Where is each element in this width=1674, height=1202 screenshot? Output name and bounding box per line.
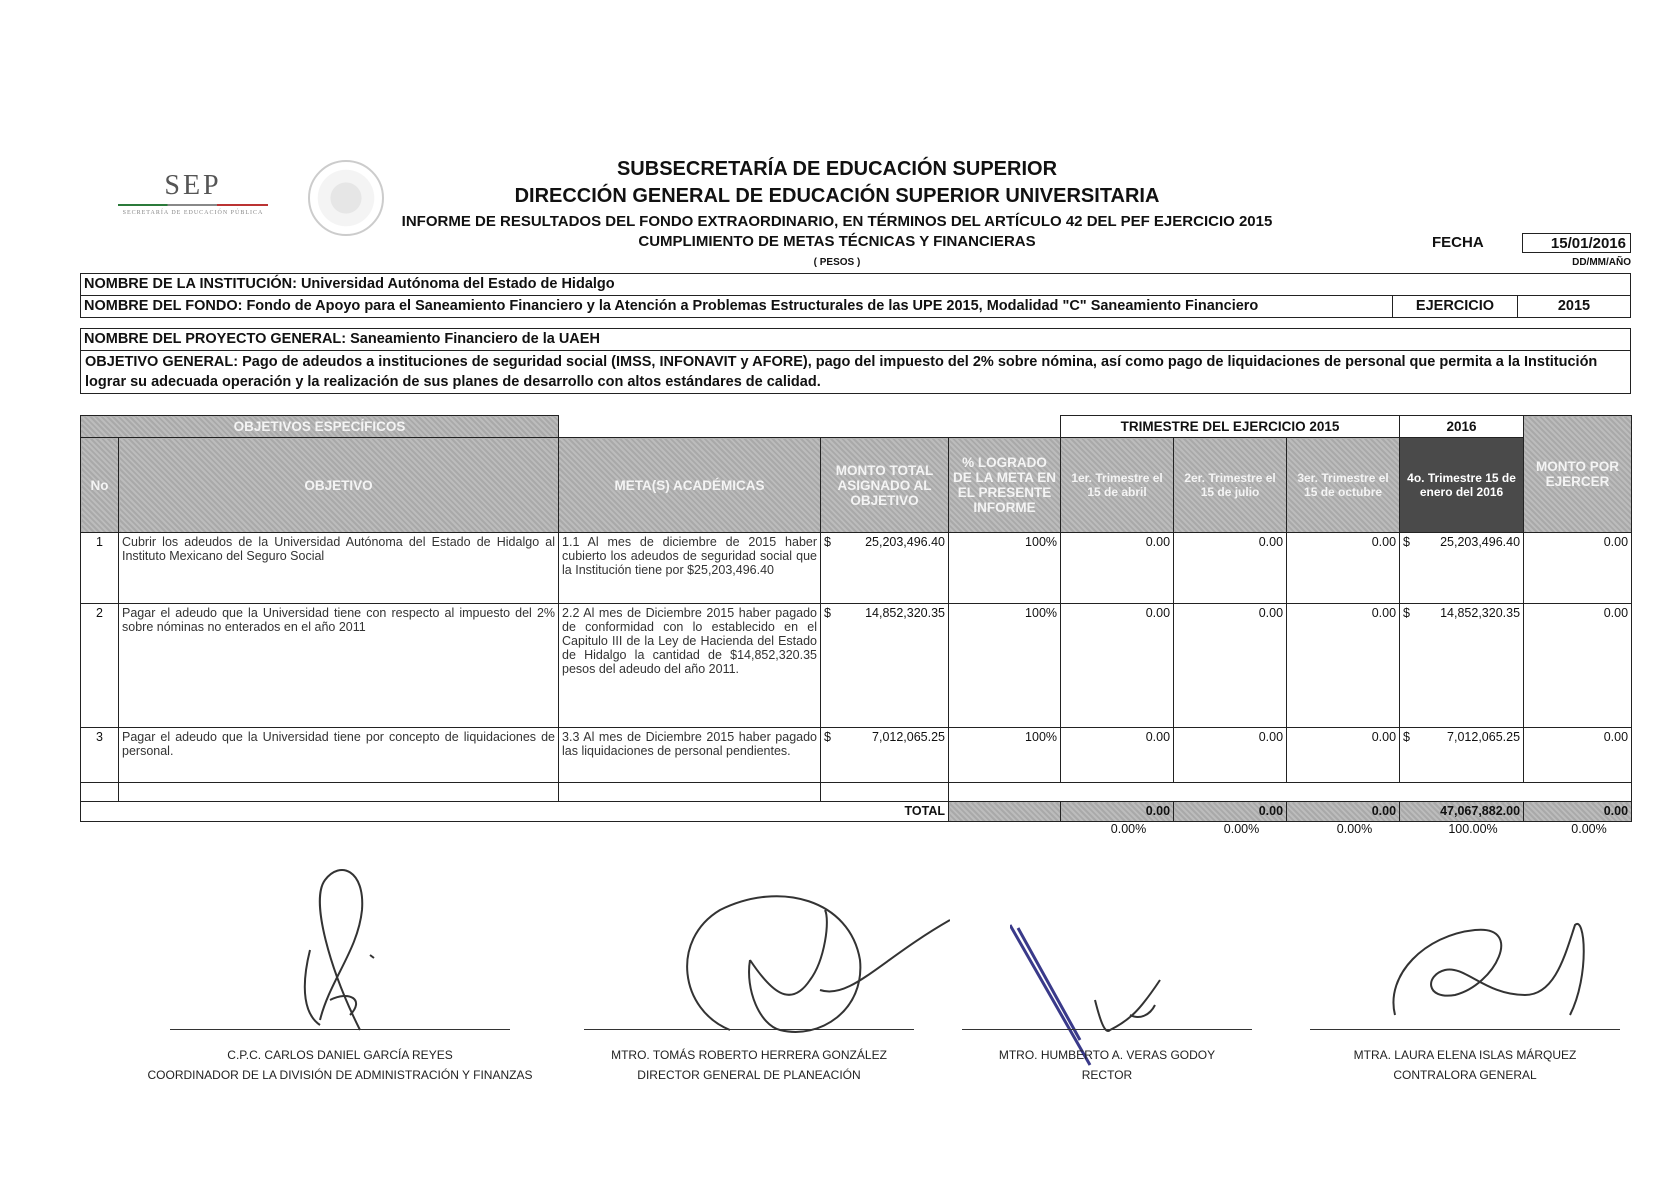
- signature-line: [584, 1029, 914, 1030]
- row-monto: [821, 533, 949, 604]
- table-row: [81, 728, 1632, 783]
- ejercicio-label: EJERCICIO: [1392, 296, 1517, 317]
- col-t4: 4o. Trimestre 15 de enero del 2016: [1400, 438, 1524, 533]
- group-objetivos: OBJETIVOS ESPECÍFICOS: [81, 416, 559, 438]
- currency-symbol: $: [824, 730, 831, 744]
- fecha-label: FECHA: [1432, 234, 1484, 251]
- header-line-2: DIRECCIÓN GENERAL DE EDUCACIÓN SUPERIOR UNIVERSITARIA: [514, 185, 1160, 207]
- table-row: [81, 604, 1632, 728]
- row-t4: [1400, 604, 1524, 728]
- pct-t3: 0.00%: [1336, 822, 1373, 836]
- row-objetivo: Pagar el adeudo que la Universidad tiene con respecto al impuesto del 2% sobre nóminas no enterados en el año 2011: [119, 604, 559, 728]
- general-objective: OBJETIVO GENERAL: Pago de adeudos a instituciones de seguridad social (IMSS, INFONAVIT y AFORE), pago del impuesto del 2% sobre nómina, así como pago de liquidaciones de personal que permita a la Institución lograr su adecuada operación y la realización de sus planes de desarrollo con altos estándares de calidad.: [81, 350, 1630, 393]
- total-label: TOTAL: [81, 802, 949, 822]
- col-t1: 1er. Trimestre el 15 de abril: [1061, 438, 1174, 533]
- currency-symbol: $: [824, 535, 831, 549]
- signature-2-drawing: [650, 880, 950, 1050]
- currency-note: ( PESOS ): [813, 257, 861, 268]
- signature-2-title: DIRECTOR GENERAL DE PLANEACIÓN: [637, 1068, 861, 1082]
- goals-table: [80, 415, 1632, 822]
- row-t2: 0.00: [1174, 604, 1287, 728]
- signature-3-name: MTRO. HUMBERTO A. VERAS GODOY: [998, 1048, 1216, 1062]
- table-row-empty: [81, 783, 1632, 802]
- project-box: [80, 328, 1631, 394]
- row-t2: 0.00: [1174, 533, 1287, 604]
- row-meta: 2.2 Al mes de Diciembre 2015 haber pagado de conformidad con lo establecido en el Capitulo III de la Ley de Hacienda del Estado de Hidalgo la cantidad de $14,852,320.35 pesos del adeudo del año 2011.: [559, 604, 821, 728]
- sep-logo-subtext: SECRETARÍA DE EDUCACIÓN PÚBLICA: [122, 210, 264, 216]
- currency-symbol: $: [1403, 730, 1410, 744]
- signature-4-title: CONTRALORA GENERAL: [1393, 1068, 1537, 1082]
- pct-t4: 100.00%: [1448, 822, 1498, 836]
- fecha-value: 15/01/2016: [1522, 233, 1631, 253]
- col-t2: 2er. Trimestre el 15 de julio: [1174, 438, 1287, 533]
- row-monto: [821, 604, 949, 728]
- signature-4-drawing: [1385, 915, 1605, 1035]
- pct-t1: 0.00%: [1110, 822, 1147, 836]
- total-t3: 0.00: [1287, 802, 1400, 822]
- row-t4: [1400, 533, 1524, 604]
- header-line-4: CUMPLIMIENTO DE METAS TÉCNICAS Y FINANCIERAS: [638, 233, 1036, 250]
- signature-1-title: COORDINADOR DE LA DIVISIÓN DE ADMINISTRACIÓN Y FINANZAS: [147, 1068, 533, 1082]
- row-no: 1: [81, 533, 119, 604]
- col-no: No: [81, 438, 119, 533]
- row-t4-value: 14,852,320.35: [1440, 606, 1521, 620]
- row-objetivo: Pagar el adeudo que la Universidad tiene por concepto de liquidaciones de personal.: [119, 728, 559, 783]
- total-por-ejercer: 0.00: [1524, 802, 1632, 822]
- row-t1: 0.00: [1061, 533, 1174, 604]
- ejercicio-value: 2015: [1517, 296, 1630, 317]
- currency-symbol: $: [824, 606, 831, 620]
- row-t3: 0.00: [1287, 728, 1400, 783]
- row-no: 2: [81, 604, 119, 728]
- sep-logo-text: SEP: [164, 170, 222, 201]
- signature-3-title: RECTOR: [1081, 1068, 1133, 1082]
- col-monto: MONTO TOTAL ASIGNADO AL OBJETIVO: [821, 438, 949, 533]
- signature-line: [962, 1029, 1252, 1030]
- header-line-3: INFORME DE RESULTADOS DEL FONDO EXTRAORDINARIO, EN TÉRMINOS DEL ARTÍCULO 42 DEL PEF EJERCICIO 2015: [401, 213, 1273, 230]
- total-t2: 0.00: [1174, 802, 1287, 822]
- row-t3: 0.00: [1287, 604, 1400, 728]
- currency-symbol: $: [1403, 606, 1410, 620]
- row-t4-value: 25,203,496.40: [1440, 535, 1521, 549]
- signature-1-drawing: [270, 840, 450, 1040]
- institution-box: [80, 273, 1631, 318]
- row-objetivo: Cubrir los adeudos de la Universidad Autónoma del Estado de Hidalgo al Instituto Mexicano del Seguro Social: [119, 533, 559, 604]
- fund-name: NOMBRE DEL FONDO: Fondo de Apoyo para el Saneamiento Financiero y la Atención a Problemas Estructurales de las UPE 2015, Modalidad "C" Saneamiento Financiero: [84, 298, 1259, 314]
- group-2016: 2016: [1400, 416, 1524, 438]
- header-line-1: SUBSECRETARÍA DE EDUCACIÓN SUPERIOR: [616, 158, 1058, 180]
- row-t3: 0.00: [1287, 533, 1400, 604]
- row-meta: 3.3 Al mes de Diciembre 2015 haber pagado las liquidaciones de personal pendientes.: [559, 728, 821, 783]
- fecha-format: DD/MM/AÑO: [1572, 257, 1631, 268]
- total-row: [81, 802, 1632, 822]
- table-row: [81, 533, 1632, 604]
- row-monto-value: 25,203,496.40: [865, 535, 946, 549]
- pct-por-ejercer: 0.00%: [1571, 822, 1607, 836]
- currency-symbol: $: [1403, 535, 1410, 549]
- row-logrado: 100%: [949, 604, 1061, 728]
- row-logrado: 100%: [949, 533, 1061, 604]
- signature-2-name: MTRO. TOMÁS ROBERTO HERRERA GONZÁLEZ: [611, 1048, 887, 1062]
- col-objetivo: OBJETIVO: [119, 438, 559, 533]
- row-t1: 0.00: [1061, 728, 1174, 783]
- col-metas: META(S) ACADÉMICAS: [559, 438, 821, 533]
- total-t4: 47,067,882.00: [1400, 802, 1524, 822]
- row-t1: 0.00: [1061, 604, 1174, 728]
- row-por-ejercer: 0.00: [1524, 604, 1632, 728]
- row-monto: [821, 728, 949, 783]
- col-logrado: % LOGRADO DE LA META EN EL PRESENTE INFORME: [949, 438, 1061, 533]
- signature-line: [170, 1029, 510, 1030]
- total-t1: 0.00: [1061, 802, 1174, 822]
- row-monto-value: 7,012,065.25: [872, 730, 946, 744]
- row-no: 3: [81, 728, 119, 783]
- row-t2: 0.00: [1174, 728, 1287, 783]
- signature-4-name: MTRA. LAURA ELENA ISLAS MÁRQUEZ: [1353, 1048, 1577, 1062]
- group-trimestre: TRIMESTRE DEL EJERCICIO 2015: [1061, 416, 1400, 438]
- row-monto-value: 14,852,320.35: [865, 606, 946, 620]
- row-logrado: 100%: [949, 728, 1061, 783]
- project-name: NOMBRE DEL PROYECTO GENERAL: Saneamiento Financiero de la UAEH: [84, 331, 600, 347]
- col-por-ejercer: MONTO POR EJERCER: [1524, 416, 1632, 533]
- row-por-ejercer: 0.00: [1524, 728, 1632, 783]
- signature-line: [1310, 1029, 1620, 1030]
- row-por-ejercer: 0.00: [1524, 533, 1632, 604]
- signature-1-name: C.P.C. CARLOS DANIEL GARCÍA REYES: [227, 1048, 453, 1062]
- row-t4-value: 7,012,065.25: [1447, 730, 1521, 744]
- fund-row: [81, 295, 1630, 317]
- pct-t2: 0.00%: [1223, 822, 1260, 836]
- col-t3: 3er. Trimestre el 15 de octubre: [1287, 438, 1400, 533]
- institution-name: NOMBRE DE LA INSTITUCIÓN: Universidad Autónoma del Estado de Hidalgo: [84, 276, 615, 292]
- row-t4: [1400, 728, 1524, 783]
- row-meta: 1.1 Al mes de diciembre de 2015 haber cubierto los adeudos de seguridad social que la Institución tiene por $25,203,496.40: [559, 533, 821, 604]
